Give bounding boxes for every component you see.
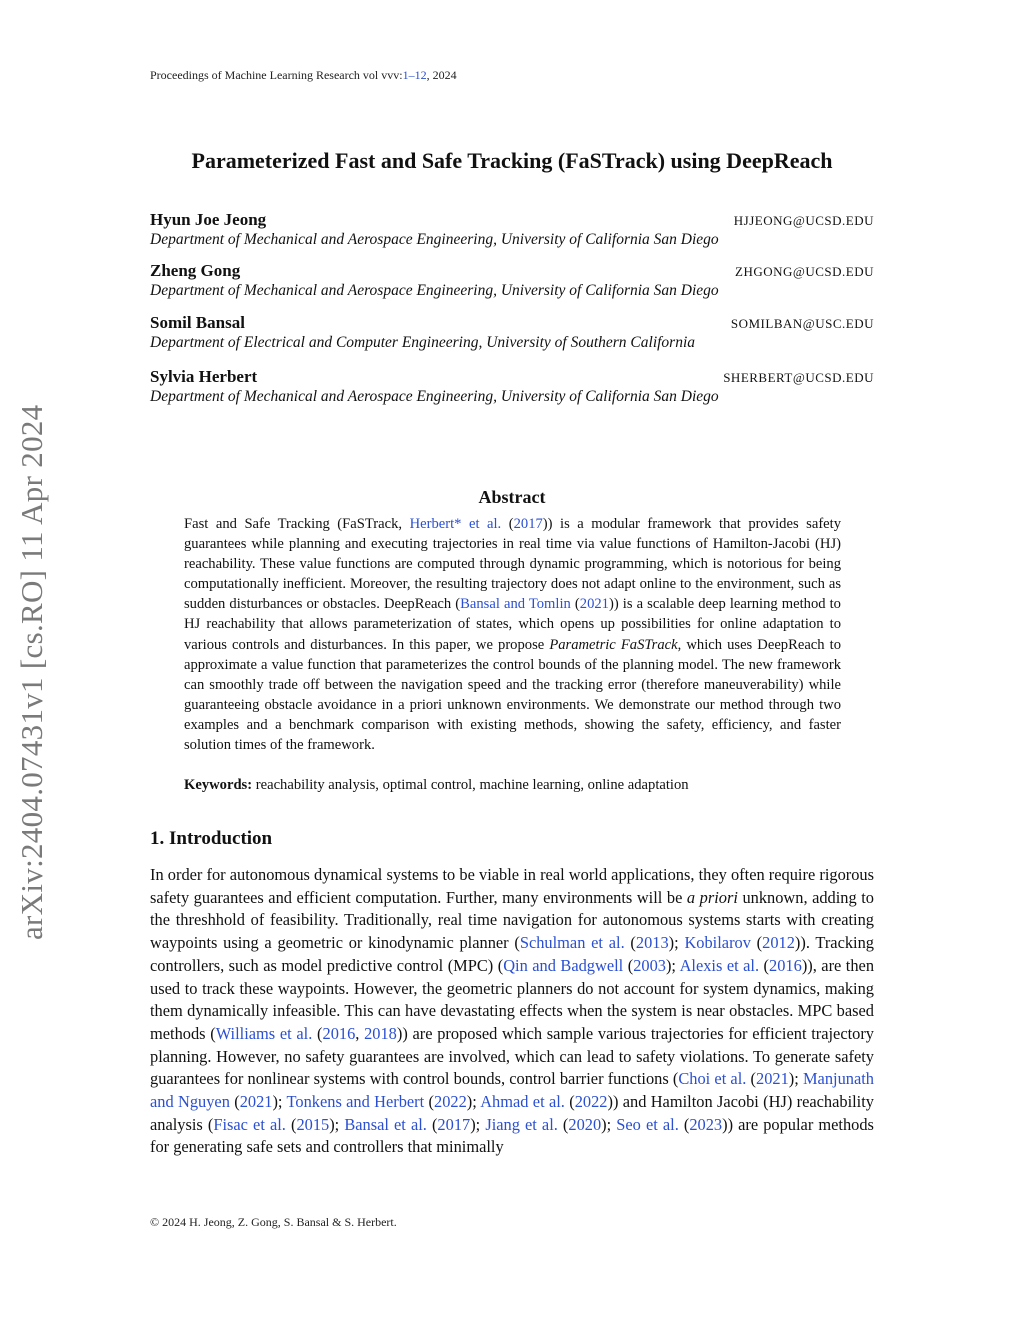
citation-year-link[interactable]: 2023 <box>689 1114 723 1134</box>
citation-link[interactable]: Tonkens and Herbert <box>286 1092 425 1112</box>
page-range-link[interactable]: 1–12 <box>402 68 427 82</box>
citation-year-link[interactable]: 2022 <box>434 1092 467 1112</box>
author-block <box>150 313 874 352</box>
citation-year-link[interactable]: 2020 <box>568 1114 602 1134</box>
citation-link[interactable]: Qin and Badgwell <box>503 955 624 975</box>
citation-link[interactable]: Fisac et al. <box>213 1114 286 1134</box>
author-name: Sylvia Herbert <box>150 367 258 386</box>
citation-link[interactable]: Bansal et al. <box>344 1114 427 1134</box>
author-block <box>150 367 874 406</box>
introduction-body: In order for autonomous dynamical systems to be viable in real world applications, they often require rigorous safety guarantees and efficient computation. Further, many environments will be a priori unknown, adding to the threshhold of feasibility. Traditionally, real time navigation for autonomous systems starts with creating waypoints using a geometric or kinodynamic planner (Schulman et al. (2013); Kobilarov (2012)). Tracking controllers, such as model predictive control (MPC) (Qin and Badgwell (2003); Alexis et al. (2016)), are then used to track these waypoints. However, the geometric planners do not account for system dynamics, making them dynamically infeasible. This can have devastating effects when the system is near obstacles. MPC based methods (Williams et al. (2016, 2018)) are proposed which sample various trajectories for efficient trajectory planning. However, no safety guarantees are involved, which can lead to safety violations. To generate safety guarantees for nonlinear systems with control bounds, control barrier functions (Choi et al. (2021); Manjunath and Nguyen (2021); Tonkens and Herbert (2022); Ahmad et al. (2022)) and Hamilton Jacobi (HJ) reachability analysis (Fisac et al. (2015); Bansal et al. (2017); Jiang et al. (2020); Seo et al. (2023)) are popular methods for generating safe sets and controllers that minimally <box>150 865 875 1157</box>
author-block <box>150 210 874 249</box>
abstract-body: Fast and Safe Tracking (FaSTrack, Herbert* et al. (2017)) is a modular framework that provides safety guarantees while planning and executing trajectories in real time via value functions of Hamilton-Jacobi (HJ) reachability. These value functions are computed through dynamic programming, which is notorious for being computationally inefficient. Moreover, the resulting trajectory does not adapt online to the environment, such as sudden disturbances or obstacles. DeepReach (Bansal and Tomlin (2021)) is a scalable deep learning method to HJ reachability that allows parameterization of states, which opens up possibilities for online adaptation to various controls and disturbances. In this paper, we propose Parametric FaSTrack, which uses DeepReach to approximate a value function that parameterizes the control bounds of the planning model. The new framework can smoothly trade off between the navigation speed and the tracking error (therefore maneuverability) while guaranteeing obstacle avoidance in a priori unknown environments. We demonstrate our method through two examples and a benchmark comparison with existing methods, showing the safety, efficiency, and faster solution times of the framework. <box>184 516 842 754</box>
citation-year-link[interactable]: 2003 <box>633 955 666 975</box>
citation-year-link[interactable]: 2018 <box>364 1023 397 1043</box>
citation-year-link[interactable]: 2021 <box>579 596 609 613</box>
citation-link[interactable]: Alexis et al. <box>679 955 760 975</box>
citation-year-link[interactable]: 2015 <box>296 1114 330 1134</box>
citation-link[interactable]: Choi et al. <box>678 1069 747 1089</box>
author-email[interactable]: SHERBERT@UCSD.EDU <box>723 370 874 385</box>
author-email[interactable]: HJJEONG@UCSD.EDU <box>733 213 874 228</box>
citation-link[interactable]: Ahmad et al. <box>480 1092 565 1112</box>
citation-year-link[interactable]: 2021 <box>756 1069 789 1089</box>
abstract-heading: Abstract <box>478 487 546 507</box>
citation-year-link[interactable]: 2012 <box>762 933 795 953</box>
keywords <box>184 777 689 794</box>
keywords-text: reachability analysis, optimal control, machine learning, online adaptation <box>252 777 689 793</box>
citation-year-link[interactable]: 2017 <box>437 1114 471 1134</box>
copyright-footer: © 2024 H. Jeong, Z. Gong, S. Bansal & S. Herbert. <box>150 1215 397 1229</box>
paper-title: Parameterized Fast and Safe Tracking (FaSTrack) using DeepReach <box>191 148 833 173</box>
citation-year-link[interactable]: 2017 <box>513 516 543 532</box>
author-name: Zheng Gong <box>150 261 241 280</box>
citation-link[interactable]: Manjunath and Nguyen <box>150 1069 874 1112</box>
proceedings-header <box>150 68 457 83</box>
author-affiliation: Department of Mechanical and Aerospace Engineering, University of California San Diego <box>150 231 719 248</box>
citation-year-link[interactable]: 2022 <box>574 1092 608 1112</box>
citation-link[interactable]: Seo et al. <box>616 1114 679 1134</box>
citation-year-link[interactable]: 2013 <box>635 933 669 953</box>
proceedings-year: , 2024 <box>426 68 457 82</box>
citation-link[interactable]: Schulman et al. <box>519 933 625 953</box>
citation-link[interactable]: Williams et al. <box>215 1023 313 1043</box>
method-name: Parametric FaSTrack <box>549 636 678 653</box>
citation-link[interactable]: Herbert* et al. <box>409 516 502 532</box>
author-email[interactable]: ZHGONG@UCSD.EDU <box>735 264 874 279</box>
author-affiliation: Department of Mechanical and Aerospace Engineering, University of California San Diego <box>150 388 719 405</box>
author-affiliation: Department of Mechanical and Aerospace Engineering, University of California San Diego <box>150 282 719 299</box>
citation-year-link[interactable]: 2021 <box>239 1092 273 1112</box>
citation-year-link[interactable]: 2016 <box>322 1023 356 1043</box>
keywords-label: Keywords: <box>184 777 253 793</box>
author-affiliation: Department of Electrical and Computer Engineering, University of Southern California <box>150 334 696 351</box>
author-block <box>150 261 874 300</box>
citation-link[interactable]: Bansal and Tomlin <box>460 596 571 613</box>
author-email[interactable]: SOMILBAN@USC.EDU <box>730 316 874 331</box>
section-heading: 1. Introduction <box>150 828 273 849</box>
citation-link[interactable]: Kobilarov <box>684 933 751 953</box>
citation-link[interactable]: Jiang et al. <box>485 1114 558 1134</box>
author-name: Hyun Joe Jeong <box>150 210 267 229</box>
author-name: Somil Bansal <box>150 313 245 332</box>
arxiv-stamp: arXiv:2404.07431v1 [cs.RO] 11 Apr 2024 <box>14 404 49 940</box>
citation-year-link[interactable]: 2016 <box>769 955 802 975</box>
proceedings-venue: Proceedings of Machine Learning Research vol vvv: <box>150 68 403 82</box>
